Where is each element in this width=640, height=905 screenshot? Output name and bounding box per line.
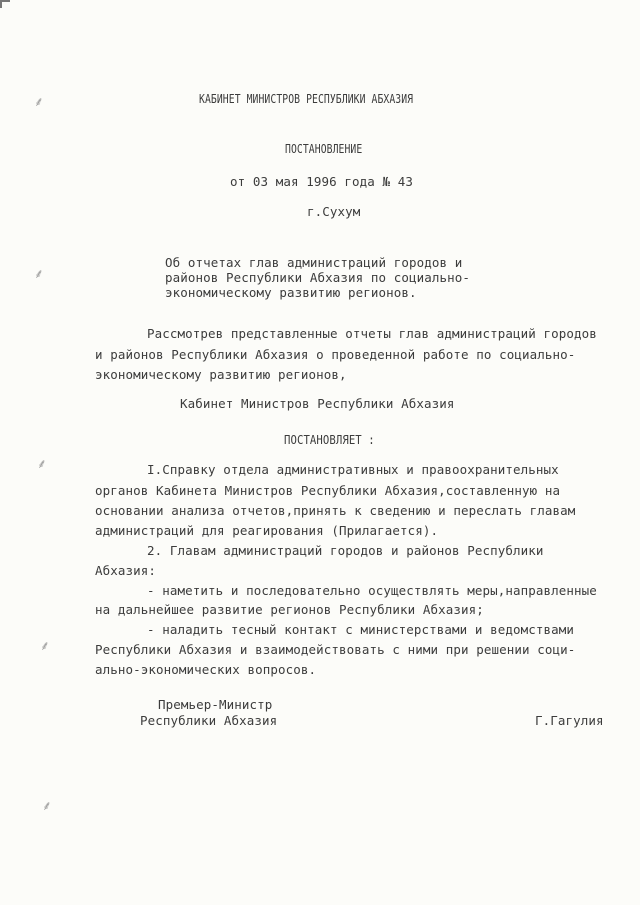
item1-line: I.Справку отдела административных и правоохранительных [147, 462, 559, 477]
margin-mark: ⸙ [34, 95, 44, 110]
margin-mark: ⸙ [40, 639, 50, 654]
org-title: КАБИНЕТ МИНИСТРОВ РЕСПУБЛИКИ АБХАЗИЯ [199, 91, 414, 106]
signature-position: Республики Абхазия [140, 713, 278, 728]
margin-mark: ⸙ [37, 457, 47, 472]
subject-line: Об отчетах глав администраций городов и [165, 255, 463, 270]
subject-line: районов Республики Абхазия по социально- [165, 270, 471, 285]
item2b-line: - наладить тесный контакт с министерствами и ведомствами [147, 622, 575, 637]
item2a-line: - наметить и последовательно осуществлять меры,направленные [147, 583, 597, 598]
item1-line: основании анализа отчетов,принять к сведению и переслать главам [95, 503, 576, 518]
margin-mark: ⸙ [42, 799, 52, 814]
item2b-line: ально-экономических вопросов. [95, 662, 317, 677]
item1-line: администраций для реагирования (Прилагается). [95, 523, 439, 538]
subject-line: экономическому развитию регионов. [165, 285, 417, 300]
item2-line: Абхазия: [95, 563, 157, 578]
item1-line: органов Кабинета Министров Республики Абхазия,составленную на [95, 483, 561, 498]
resolves-heading: ПОСТАНОВЛЯЕТ : [284, 432, 375, 447]
preamble-line: Рассмотрев представленные отчеты глав администраций городов [147, 326, 597, 341]
margin-mark: ⸙ [34, 267, 44, 282]
issuer: Кабинет Министров Республики Абхазия [180, 396, 455, 411]
corner-mark [0, 0, 10, 8]
place: г.Сухум [307, 204, 361, 219]
signature-position: Премьер-Министр [158, 697, 273, 712]
item2b-line: Республики Абхазия и взаимодействовать с ними при решении соци- [95, 642, 576, 657]
item2-line: 2. Главам администраций городов и районов Республики [147, 543, 544, 558]
doc-type: ПОСТАНОВЛЕНИЕ [285, 141, 363, 156]
preamble-line: и районов Республики Абхазия о проведенной работе по социально- [95, 347, 576, 362]
preamble-line: экономическому развитию регионов, [95, 367, 347, 382]
item2a-line: на дальнейшее развитие регионов Республики Абхазия; [95, 602, 484, 617]
date-line: от 03 мая 1996 года № 43 [230, 174, 414, 189]
signature-name: Г.Гагулия [535, 713, 604, 728]
